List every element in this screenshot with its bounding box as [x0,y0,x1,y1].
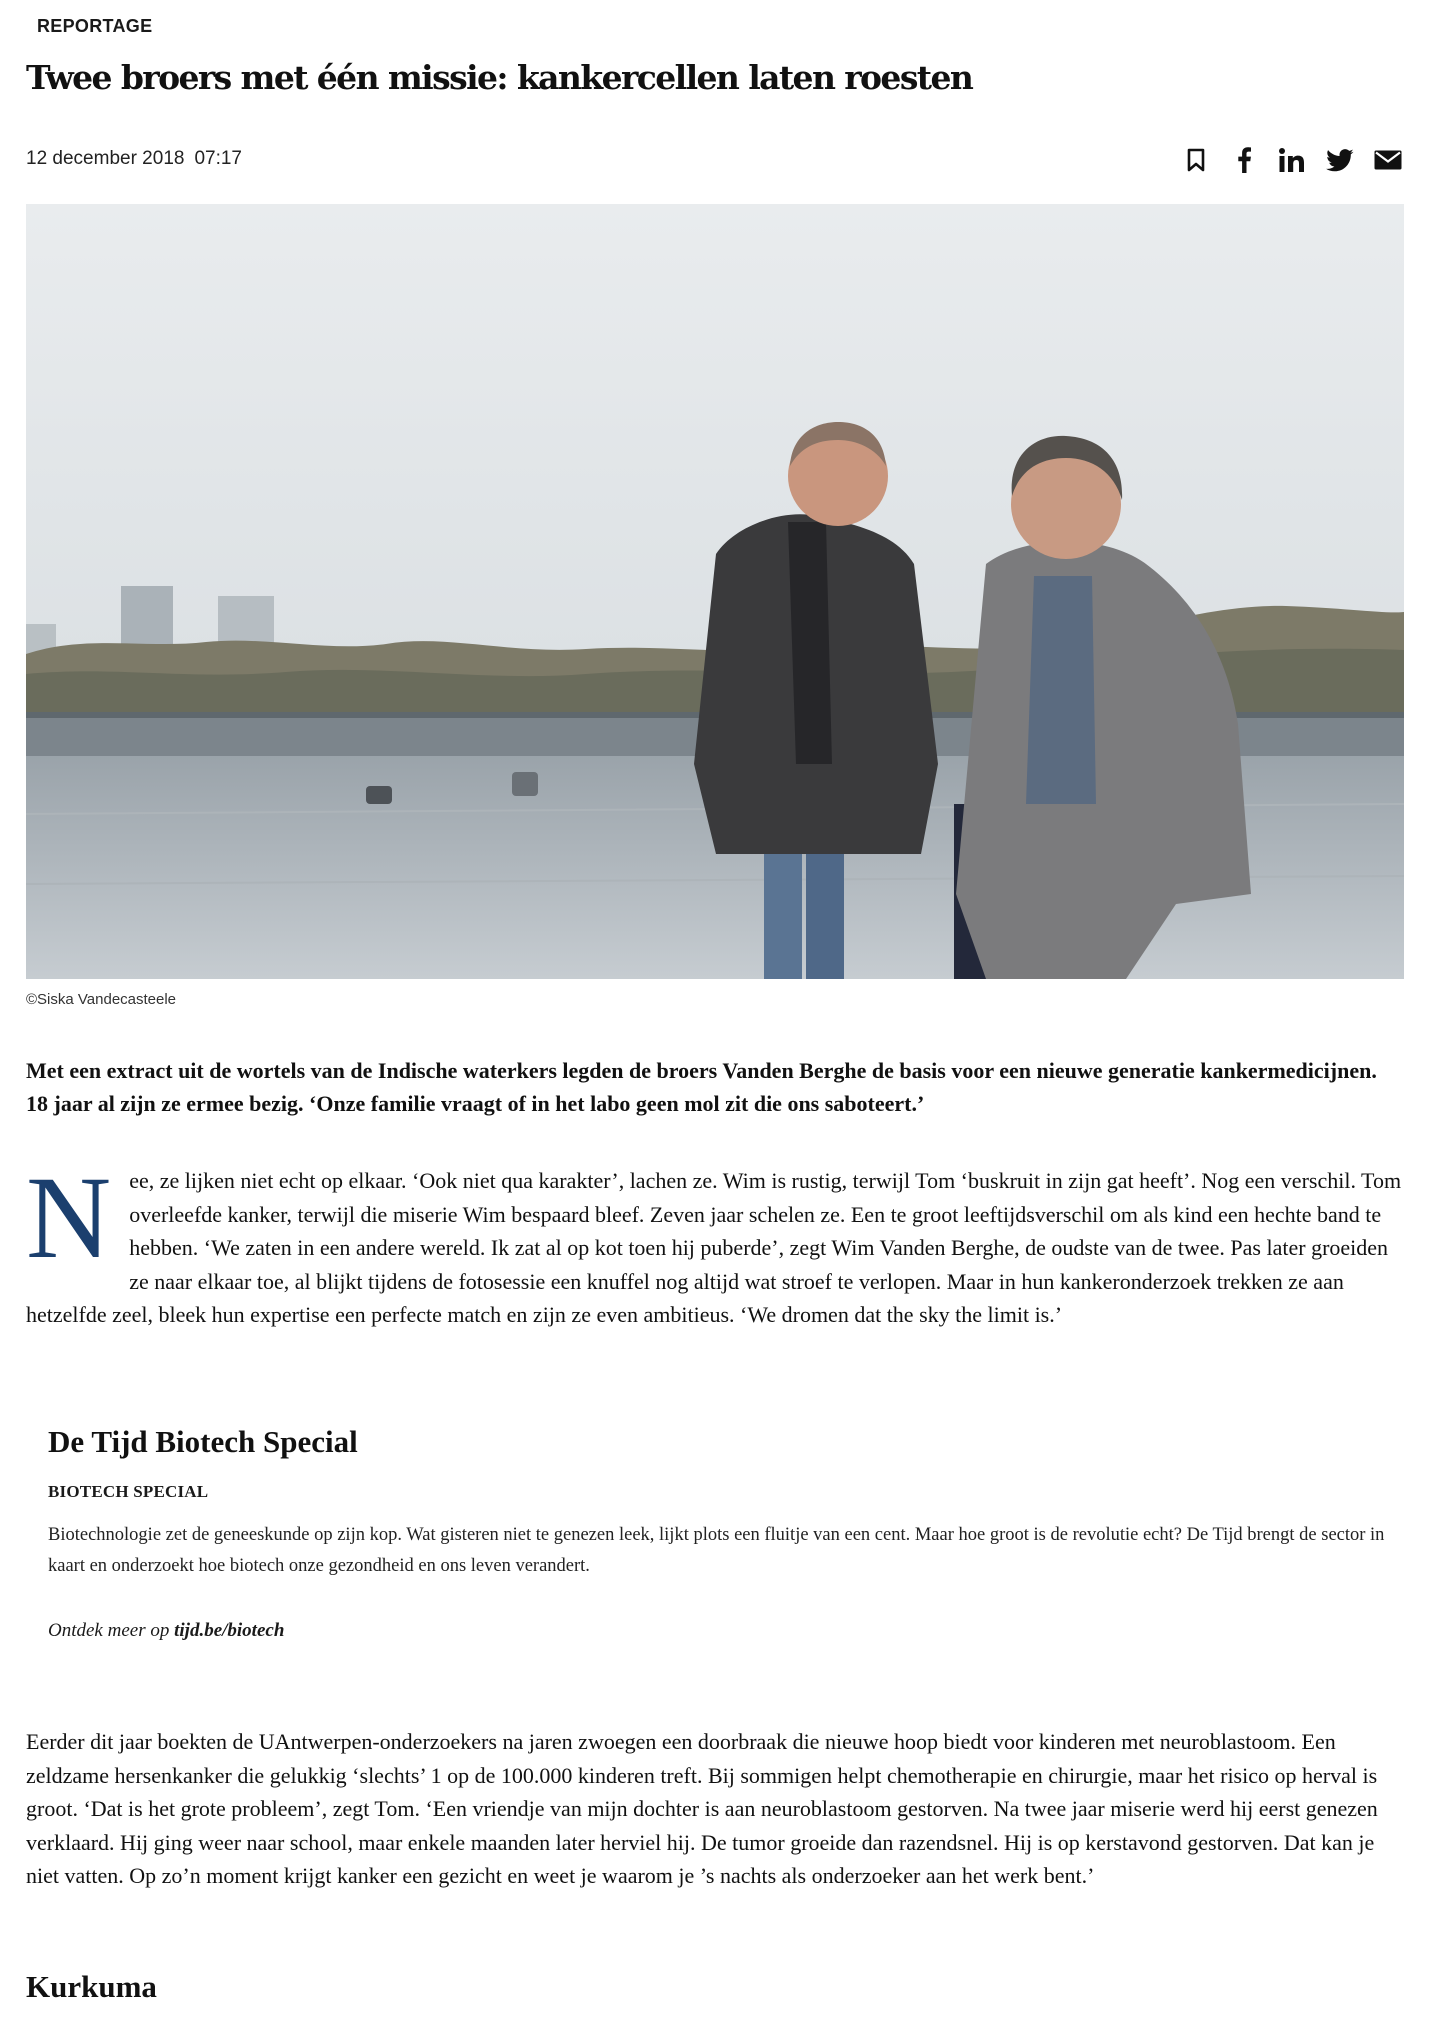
article-dateline [26,148,242,170]
special-box-link-url[interactable]: tijd.be/biotech [174,1620,285,1641]
special-box-title: De Tijd Biotech Special [48,1424,358,1459]
bookmark-icon[interactable] [1180,144,1212,176]
article-photo [26,204,1404,979]
facebook-icon[interactable] [1228,144,1260,176]
share-toolbar [1180,144,1404,176]
paragraph-1-text: ee, ze lijken niet echt op elkaar. ‘Ook niet qua karakter’, lachen ze. Wim is rustig, terwijl Tom ‘buskruit in zijn gat heeft’. Nog een verschil. Tom overleefde kanker, terwijl die miserie Wim bespaard bleef. Zeven jaar schelen ze. Een te groot leeftijdsverschil om als kind een hechte band te hebben. ‘We zaten in een andere wereld. Ik zat al op kot toen hij puberde’, zegt Wim Vanden Berghe, de oudste van de twee. Pas later groeiden ze naar elkaar toe, al blijkt tijdens de fotosessie een knuffel nog altijd wat stroef te verlopen. Maar in hun kankeronderzoek trekken ze aan hetzelfde zeel, bleek hun expertise een perfecte match en zijn ze even ambitieus. ‘We dromen dat the sky the limit is.’ [26,1168,1402,1327]
article-subhead: Kurkuma [26,1969,157,2004]
article-headline: Twee broers met één missie: kankercellen laten roesten [26,58,973,97]
article-date: 12 december 2018 [26,148,185,169]
article-kicker[interactable]: REPORTAGE [37,16,153,36]
twitter-icon[interactable] [1324,144,1356,176]
special-box-text: Biotechnologie zet de geneeskunde op zijn kop. Wat gisteren niet te genezen leek, lijkt plots een fluitje van een cent. Maar hoe groot is de revolutie echt? De Tijd brengt de sector in kaart en onderzoekt hoe biotech onze gezondheid en ons leven verandert. [48,1525,1385,1576]
mail-icon[interactable] [1372,144,1404,176]
special-box-link[interactable] [48,1620,1388,1642]
article-lead: Met een extract uit de wortels van de Indische waterkers legden de broers Vanden Berghe de basis voor een nieuwe generatie kankermedicijnen. 18 jaar al zijn ze ermee bezig. ‘Onze familie vraagt of in het labo geen mol zit die ons saboteert.’ [26,1058,1377,1116]
linkedin-icon[interactable] [1276,144,1308,176]
drop-cap: N [26,1152,112,1283]
article-paragraph-1 [26,1152,1404,1332]
special-box-label: BIOTECH SPECIAL [48,1482,209,1501]
special-box-link-prefix: Ontdek meer op [48,1620,175,1641]
article-time: 07:17 [194,148,242,169]
photo-credit: ©Siska Vandecasteele [26,991,177,1008]
article-paragraph-2: Eerder dit jaar boekten de UAntwerpen-onderzoekers na jaren zwoegen een doorbraak die nieuwe hoop biedt voor kinderen met neuroblastoom. Een zeldzame hersenkanker die gelukkig ‘slechts’ 1 op de 100.000 kinderen treft. Bij sommigen helpt chemotherapie en chirurgie, maar het risico op herval is groot. ‘Dat is het grote probleem’, zegt Tom. ‘Een vriendje van mijn dochter is aan neuroblastoom gestorven. Na twee jaar miserie werd hij eerst genezen verklaard. Hij ging weer naar school, maar enkele maanden later herviel hij. De tumor groeide dan razendsnel. Hij is op kerstavond gestorven. Dat kan je niet vatten. Op zo’n moment krijgt kanker een gezicht en weet je waarom je ’s nachts als onderzoeker aan het werk bent.’ [26,1729,1378,1888]
biotech-special-box [48,1424,1388,1642]
